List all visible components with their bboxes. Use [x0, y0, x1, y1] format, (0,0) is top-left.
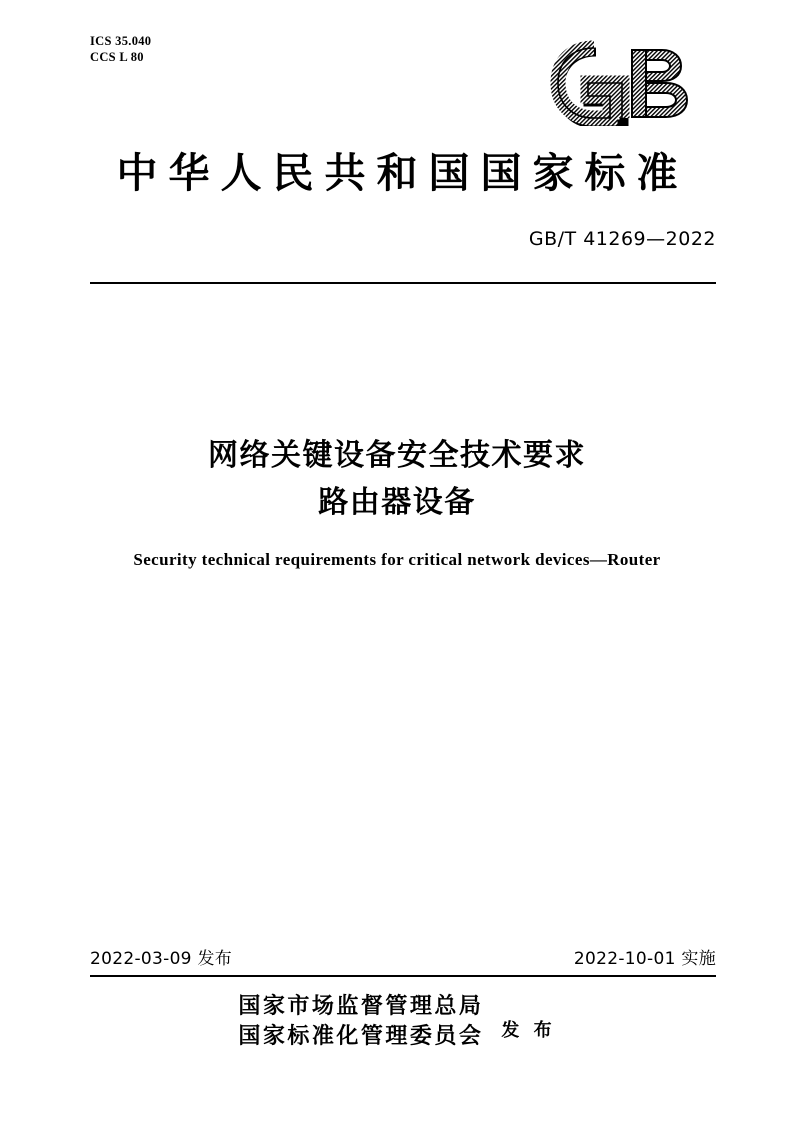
issuer-line-1: 国家市场监督管理总局 [238, 994, 484, 1019]
divider-bottom [90, 975, 716, 977]
issuer-name-block [238, 992, 483, 1052]
document-title-line2: 路由器设备 [318, 485, 476, 520]
document-title-english: Security technical requirements for critical network devices—Router [133, 550, 661, 569]
issuing-organizations [0, 992, 794, 1052]
national-standard-title: 中华人民共和国国家标准 [116, 149, 689, 197]
publish-label: 发 布 [501, 1020, 556, 1041]
document-title [0, 432, 794, 526]
standard-number: GB/T 41269—2022 [528, 228, 716, 250]
divider-top [90, 282, 716, 284]
gb-emblem-icon [546, 38, 716, 126]
issuer-line-2: 国家标准化管理委员会 [238, 1024, 484, 1049]
issue-date: 2022-03-09 发布 [90, 949, 233, 969]
effective-date: 2022-10-01 实施 [573, 949, 716, 969]
document-title-line1: 网络关键设备安全技术要求 [208, 438, 586, 473]
ics-code: ICS 35.040 [90, 34, 152, 48]
classification-block [90, 33, 151, 65]
ccs-code: CCS L 80 [90, 50, 144, 64]
